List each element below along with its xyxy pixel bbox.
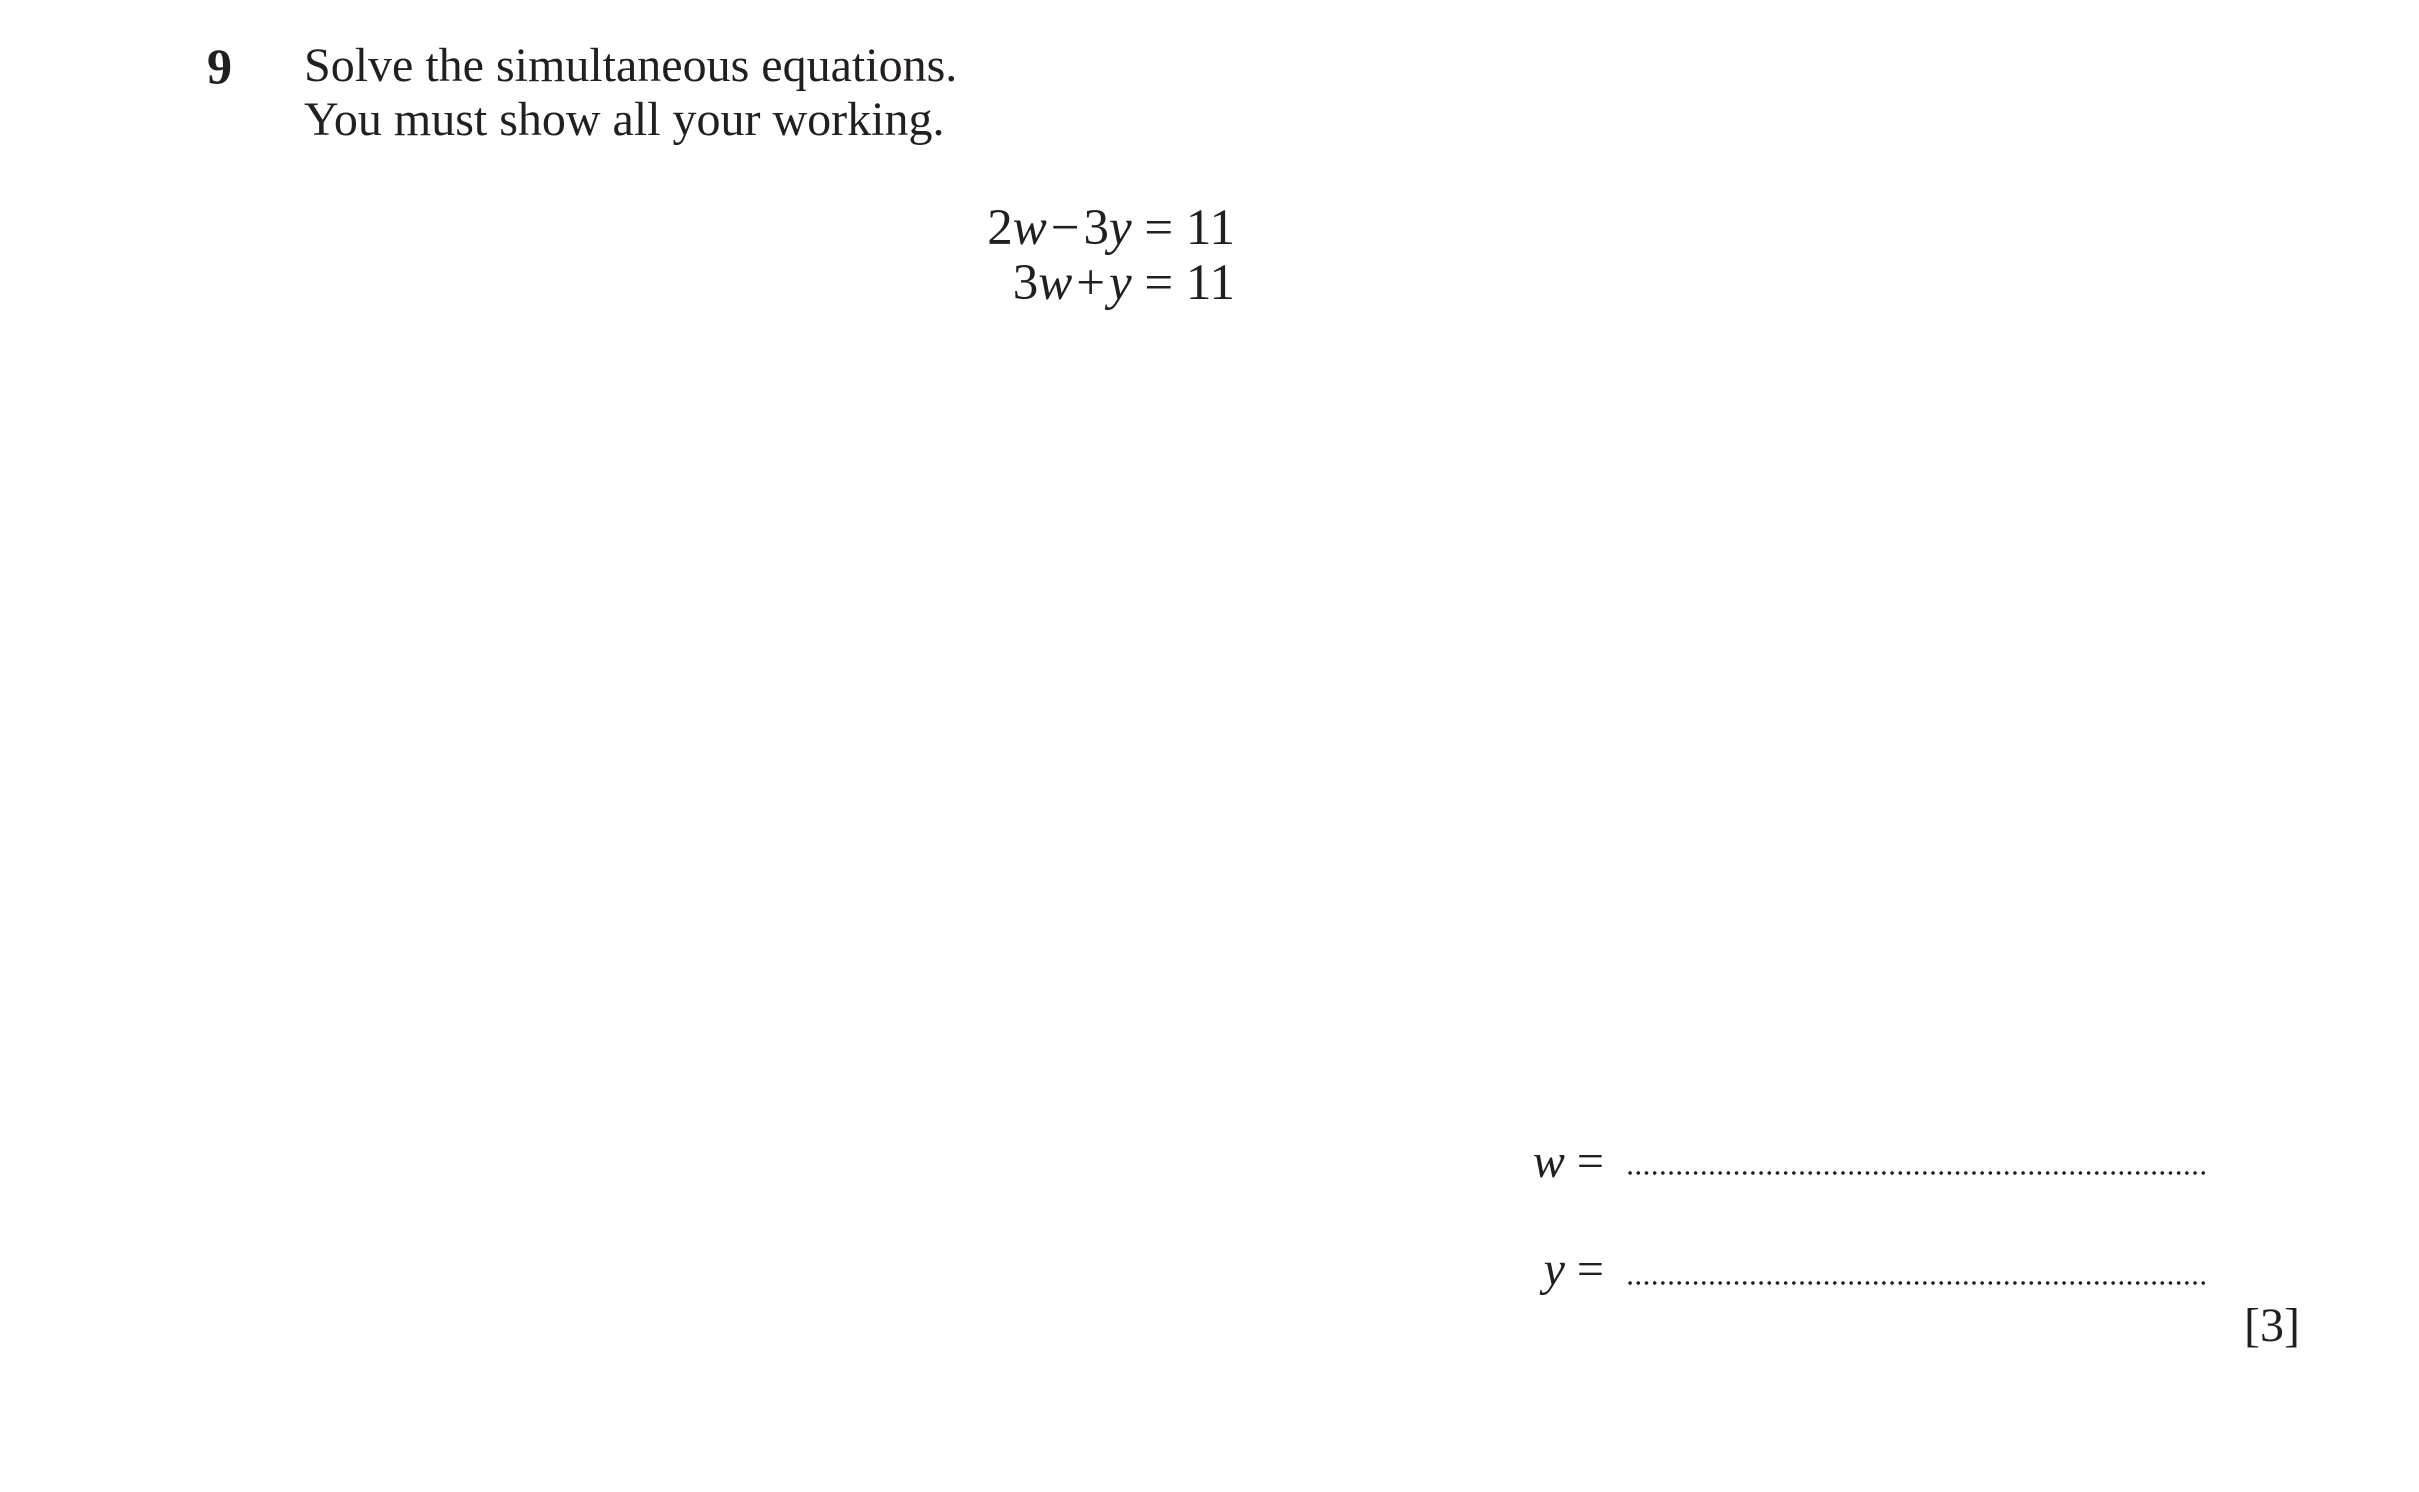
eq2-coef1: 3 xyxy=(1012,255,1039,311)
eq2-equals: = xyxy=(1144,255,1174,311)
eq2-var2: y xyxy=(1108,255,1132,311)
instruction-line-1: Solve the simultaneous equations. xyxy=(304,39,958,92)
answer-w-var: w xyxy=(1532,1135,1565,1188)
answer-label-y xyxy=(1484,1240,1604,1300)
equation-2 xyxy=(1013,253,1235,313)
equation-1 xyxy=(987,198,1235,258)
marks-label: [3] xyxy=(2244,1299,2300,1352)
question-number: 9 xyxy=(207,38,232,94)
eq1-coef2: 3 xyxy=(1083,200,1109,256)
answer-y-var: y xyxy=(1543,1243,1565,1296)
eq1-var1: w xyxy=(1012,200,1047,256)
eq1-coef1: 2 xyxy=(987,200,1013,256)
eq1-rhs: 11 xyxy=(1185,200,1235,256)
eq2-op: + xyxy=(1076,255,1105,311)
eq1-equals: = xyxy=(1144,200,1174,256)
eq2-rhs: 11 xyxy=(1185,255,1235,311)
answer-y-equals: = xyxy=(1576,1243,1604,1296)
answer-line-w[interactable] xyxy=(1626,1171,2206,1175)
eq1-var2: y xyxy=(1108,200,1132,256)
answer-w-equals: = xyxy=(1576,1135,1604,1188)
instruction-line-2: You must show all your working. xyxy=(304,93,945,146)
eq2-var1: w xyxy=(1038,255,1073,311)
answer-label-w xyxy=(1484,1132,1604,1192)
answer-line-y[interactable] xyxy=(1626,1281,2206,1285)
eq1-op: − xyxy=(1050,200,1080,256)
